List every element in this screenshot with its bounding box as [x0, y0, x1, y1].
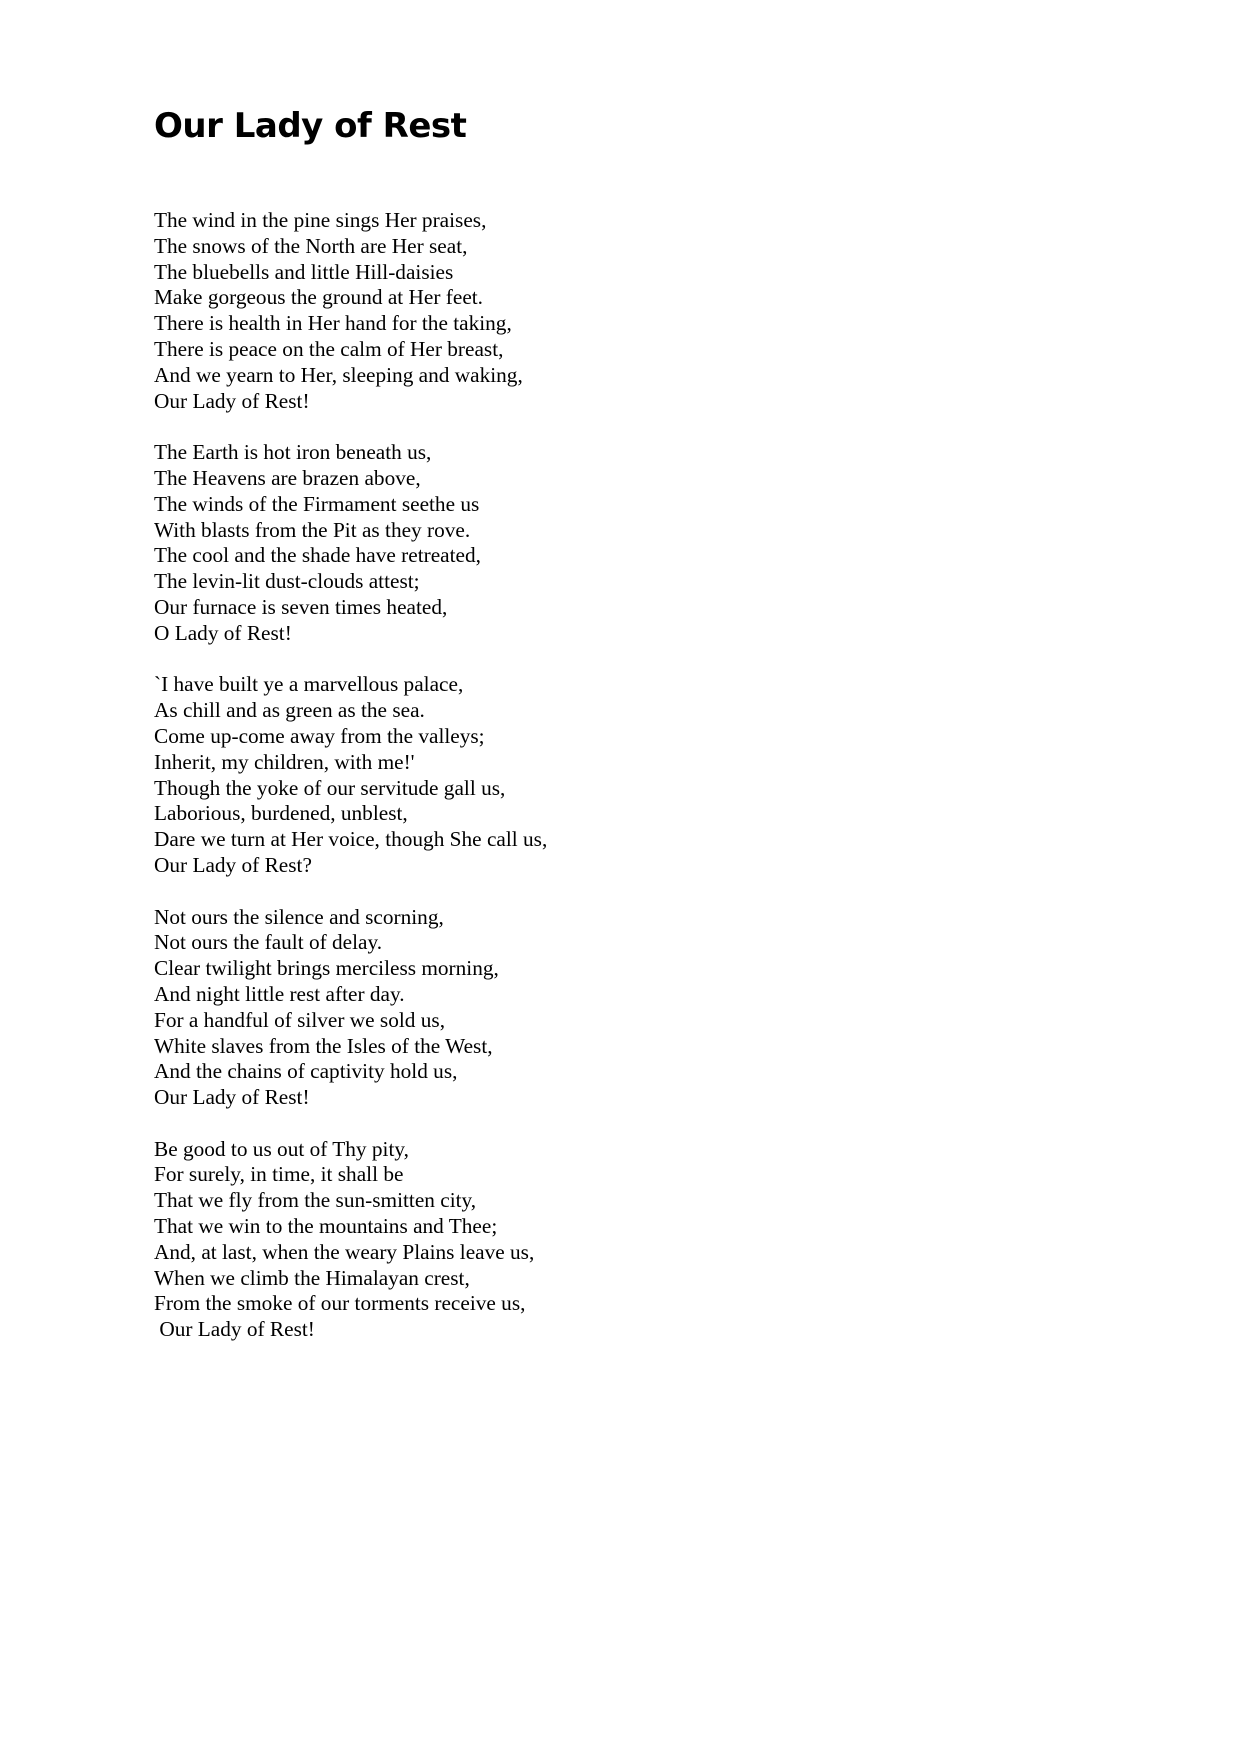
poem-line: Our Lady of Rest!	[154, 1317, 315, 1342]
poem-line: Make gorgeous the ground at Her feet.	[154, 285, 484, 310]
stanza-4	[154, 905, 1054, 1111]
poem-line: O Lady of Rest!	[154, 620, 292, 645]
poem-line: And, at last, when the weary Plains leave us,	[154, 1239, 535, 1264]
poem-line: Our Lady of Rest!	[154, 1085, 310, 1110]
poem-line: With blasts from the Pit as they rove.	[154, 517, 471, 542]
poem-line: Not ours the fault of delay.	[154, 930, 383, 955]
poem-line: And the chains of captivity hold us,	[154, 1059, 458, 1084]
poem-line: The cool and the shade have retreated,	[154, 543, 481, 568]
stanza-5	[154, 1137, 1054, 1343]
stanza-2	[154, 440, 1054, 646]
stanza-3	[154, 672, 1054, 878]
poem-line: And night little rest after day.	[154, 981, 405, 1006]
stanza-1	[154, 208, 1054, 414]
poem-title: Our Lady of Rest	[154, 106, 467, 146]
poem-line: `I have built ye a marvellous palace,	[154, 672, 464, 697]
poem-line: When we climb the Himalayan crest,	[154, 1265, 470, 1290]
poem-line: There is peace on the calm of Her breast,	[154, 336, 504, 361]
poem-line: The bluebells and little Hill-daisies	[154, 259, 454, 284]
poem-line: The Earth is hot iron beneath us,	[154, 440, 432, 465]
poem-line: As chill and as green as the sea.	[154, 698, 425, 723]
poem-line: For a handful of silver we sold us,	[154, 1007, 446, 1032]
poem-line: Our furnace is seven times heated,	[154, 594, 448, 619]
poem-line: Inherit, my children, with me!'	[154, 749, 415, 774]
poem-line: The snows of the North are Her seat,	[154, 233, 468, 258]
poem-line: Though the yoke of our servitude gall us,	[154, 775, 506, 800]
poem-line: The wind in the pine sings Her praises,	[154, 208, 487, 232]
poem-line: Clear twilight brings merciless morning,	[154, 956, 499, 981]
poem-line: From the smoke of our torments receive us,	[154, 1291, 526, 1316]
poem-line: The winds of the Firmament seethe us	[154, 491, 480, 516]
poem-line: Not ours the silence and scorning,	[154, 904, 444, 929]
poem-line: Be good to us out of Thy pity,	[154, 1136, 409, 1161]
poem-line: White slaves from the Isles of the West,	[154, 1033, 493, 1058]
poem-line: For surely, in time, it shall be	[154, 1162, 404, 1187]
poem-line: Laborious, burdened, unblest,	[154, 801, 408, 826]
poem-line: The Heavens are brazen above,	[154, 465, 421, 490]
poem-line: And we yearn to Her, sleeping and waking,	[154, 362, 523, 387]
poem-line: Dare we turn at Her voice, though She call us,	[154, 827, 548, 852]
poem-line: Come up-come away from the valleys;	[154, 723, 485, 748]
poem-line: That we win to the mountains and Thee;	[154, 1214, 498, 1239]
poem-line: Our Lady of Rest!	[154, 388, 310, 413]
poem-line: That we fly from the sun-smitten city,	[154, 1188, 477, 1213]
poem-line: The levin-lit dust-clouds attest;	[154, 569, 420, 594]
poem-line: Our Lady of Rest?	[154, 852, 312, 877]
poem-line: There is health in Her hand for the taking,	[154, 311, 512, 336]
poem-body	[154, 208, 1054, 1369]
